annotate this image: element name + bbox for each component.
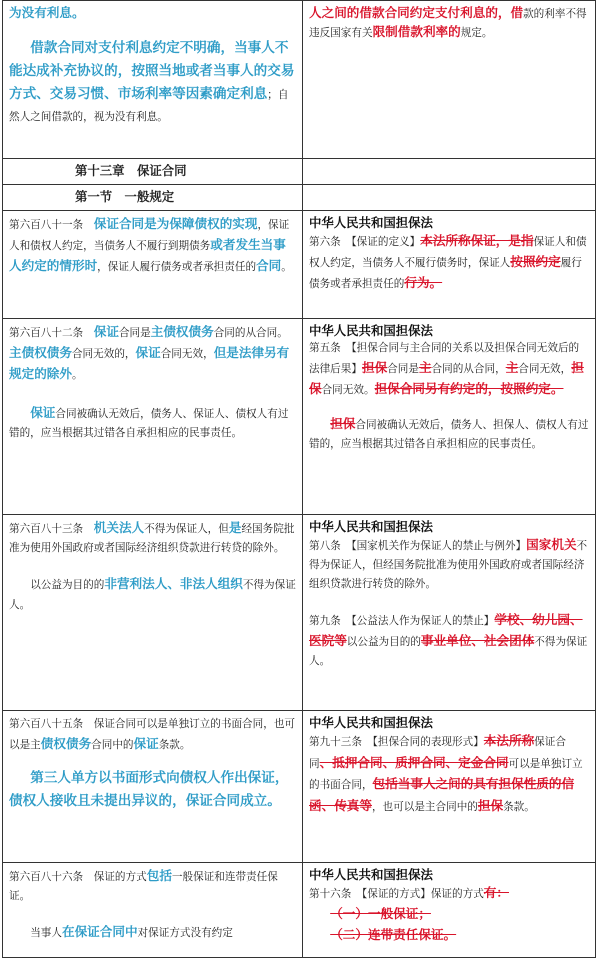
- old-law-cell: [303, 1, 596, 159]
- text-fragment: 但是法律另有规定的除外: [9, 345, 290, 381]
- text-fragment: ；自然人之间借款的，视为没有利息。: [9, 89, 289, 123]
- text-fragment: 不得为保证人。: [309, 636, 588, 667]
- table-row: [3, 159, 596, 185]
- text-fragment: ，也可以是主合同中的: [371, 800, 478, 813]
- text-fragment: 第六百八十一条: [9, 219, 94, 231]
- text-fragment: 第十六条 【保证的方式】保证的方式: [309, 888, 484, 900]
- text-fragment: 合同被确认无效后，债务人、担保人、债权人有过错的，应当根据其过错各自承担相应的民事责任。: [309, 419, 589, 450]
- text-fragment: 在保证合同中: [61, 924, 138, 939]
- old-law-cell: [303, 319, 596, 515]
- text-fragment: 第六百八十二条: [9, 327, 94, 339]
- text-fragment: 第九条 【公益法人作为保证人的禁止】: [309, 615, 495, 627]
- text-fragment: 一般保证和连带责任保证。: [9, 871, 278, 902]
- deleted-text: 行为。: [404, 275, 443, 290]
- deleted-text: 学校、幼儿园、医院等: [309, 612, 583, 648]
- deleted-text: 有：: [483, 885, 509, 900]
- text-fragment: 包括: [146, 868, 172, 883]
- deleted-text: 本法所称: [483, 733, 535, 748]
- text-fragment: ，保证人和债权人约定，当债务人不履行到期债务: [9, 219, 290, 252]
- text-fragment: 合同是: [387, 363, 419, 375]
- law-title: 中华人民共和国担保法: [309, 715, 433, 730]
- text-fragment: 保证合同: [309, 736, 566, 770]
- text-fragment: 履行债务或者承担责任的: [309, 257, 582, 290]
- text-fragment: 。: [281, 261, 292, 273]
- law-title: 中华人民共和国担保法: [309, 215, 433, 230]
- text-fragment: 以公益为目的的: [346, 636, 421, 648]
- text-fragment: 机关法人: [93, 520, 145, 535]
- deleted-text: 担保: [361, 360, 388, 375]
- deleted-text: 担保: [477, 797, 504, 813]
- civil-code-cell: [3, 319, 303, 515]
- text-fragment: 是: [228, 520, 242, 535]
- text-fragment: 合同无效，: [518, 363, 572, 375]
- law-title: 中华人民共和国担保法: [309, 323, 433, 338]
- text-fragment: 人之间的借款合同约定支付利息的，借: [309, 5, 524, 20]
- old-law-cell: [303, 211, 596, 319]
- deleted-text: 担保: [330, 416, 356, 431]
- deleted-text: 主: [505, 360, 519, 375]
- text-fragment: 合同: [256, 258, 282, 273]
- civil-code-cell: [3, 863, 303, 958]
- table-row: [3, 319, 596, 515]
- text-fragment: 第六百八十六条 保证的方式: [9, 871, 147, 883]
- deleted-text: 担保: [309, 360, 584, 396]
- text-fragment: 为没有利息。: [9, 5, 85, 20]
- text-fragment: 主债权债务: [150, 324, 214, 339]
- text-fragment: 第六条 【保证的定义】: [309, 236, 421, 248]
- text-fragment: 保证人和债权人约定，当债务人不履行债务时，保证人: [309, 236, 587, 269]
- table-row: [3, 863, 596, 958]
- deleted-text: 主: [418, 360, 432, 375]
- text-fragment: ，保证人履行债务或者承担责任的: [97, 261, 257, 273]
- text-fragment: 第六百八十三条: [9, 523, 94, 535]
- text-fragment: 。: [71, 369, 83, 381]
- text-fragment: 第三人单方以书面形式向债权人作出保证，债权人接收且未提出异议的，保证合同成立。: [9, 770, 289, 809]
- text-fragment: 不得为保证人。: [9, 579, 296, 611]
- text-fragment: 经国务院批准为使用外国政府或者国际经济组织贷款进行转贷的除外。: [9, 523, 295, 554]
- deleted-text: 包括当事人之间的具有担保性质的信函、传真等: [309, 776, 575, 813]
- text-fragment: 当事人: [30, 927, 62, 939]
- text-fragment: 合同的从合同，: [431, 363, 506, 375]
- table-row: [3, 211, 596, 319]
- text-fragment: 债权债务: [40, 736, 92, 751]
- table-row: [3, 185, 596, 211]
- text-fragment: 保证: [93, 324, 119, 339]
- text-fragment: 第八条 【国家机关作为保证人的禁止与例外】: [309, 540, 527, 552]
- old-law-cell: [303, 515, 596, 711]
- text-fragment: 不得为保证人，但: [144, 523, 229, 535]
- text-fragment: 借款合同对支付利息约定不明确，当事人不能达成补充协议的，按照当地或者当事人的交易方式、交易习惯、市场利率等因素确定利息: [9, 40, 295, 102]
- deleted-text: 担保合同另有约定的，按照约定。: [374, 381, 564, 396]
- civil-code-cell: [3, 515, 303, 711]
- text-fragment: 款的利率不得违反国家有关: [309, 8, 587, 39]
- text-fragment: 条款。: [503, 800, 535, 813]
- text-fragment: 第六百八十五条 保证合同可以是单独订立的书面合同，也可以是主: [9, 718, 296, 751]
- law-title: 中华人民共和国担保法: [309, 867, 433, 882]
- law-comparison-table: [2, 0, 596, 958]
- text-fragment: 保证合同是为保障债权的实现: [93, 216, 258, 231]
- section-heading: 第一节 一般规定: [3, 185, 303, 211]
- deleted-text: （二）连带责任保证。: [330, 927, 457, 942]
- text-fragment: 第九十三条 【担保合同的表现形式】: [309, 736, 484, 748]
- text-fragment: 合同被确认无效后，债务人、保证人、债权人有过错的，应当根据其过错各自承担相应的民事责任。: [9, 408, 289, 439]
- civil-code-cell: [3, 211, 303, 319]
- text-fragment: 不得为保证人，但经国务院批准为使用外国政府或者国际经济组织贷款进行转贷的除外。: [309, 540, 588, 590]
- chapter-heading: 第十三章 保证合同: [3, 159, 303, 185]
- text-fragment: 保证: [135, 345, 161, 360]
- text-fragment: 主债权债务: [9, 345, 72, 360]
- text-fragment: 合同的从合同。: [213, 327, 288, 339]
- text-fragment: 保证: [133, 736, 159, 751]
- text-fragment: 以公益为目的的: [30, 579, 105, 591]
- deleted-text: 本法所称保证，是指: [420, 233, 534, 248]
- text-fragment: 合同中的: [91, 739, 134, 751]
- empty-cell: [303, 185, 596, 211]
- table-row: [3, 515, 596, 711]
- text-fragment: 保证: [30, 405, 56, 420]
- changed-text: 国家机关: [526, 537, 577, 552]
- civil-code-cell: [3, 711, 303, 863]
- text-fragment: 非营利法人、非法人组织: [104, 576, 243, 591]
- law-title: 中华人民共和国担保法: [309, 519, 433, 534]
- text-fragment: 限制借款利率的: [372, 24, 461, 39]
- old-law-cell: [303, 711, 596, 863]
- deleted-text: 事业单位、社会团体: [420, 633, 535, 648]
- text-fragment: 合同无效的，: [71, 348, 136, 360]
- deleted-text: 按照约定: [510, 254, 561, 269]
- deleted-text: 、抵押合同、质押合同、定金合同: [319, 754, 509, 770]
- text-fragment: 合同无效，: [160, 348, 214, 360]
- table-row: [3, 711, 596, 863]
- text-fragment: 对保证方式没有约定: [137, 927, 233, 939]
- old-law-cell: [303, 863, 596, 958]
- text-fragment: 合同无效。: [321, 384, 375, 396]
- text-fragment: 规定。: [460, 27, 493, 39]
- text-fragment: 合同是: [118, 327, 151, 339]
- text-fragment: 可以是单独订立的书面合同，: [309, 757, 583, 791]
- text-fragment: 第五条 【担保合同与主合同的关系以及担保合同无效后的法律后果】: [309, 342, 580, 375]
- text-fragment: 条款。: [158, 739, 191, 751]
- civil-code-cell: [3, 1, 303, 159]
- table-row: [3, 1, 596, 159]
- deleted-text: （一）一般保证；: [330, 906, 431, 921]
- text-fragment: 或者发生当事人约定的情形时: [9, 237, 286, 273]
- empty-cell: [303, 159, 596, 185]
